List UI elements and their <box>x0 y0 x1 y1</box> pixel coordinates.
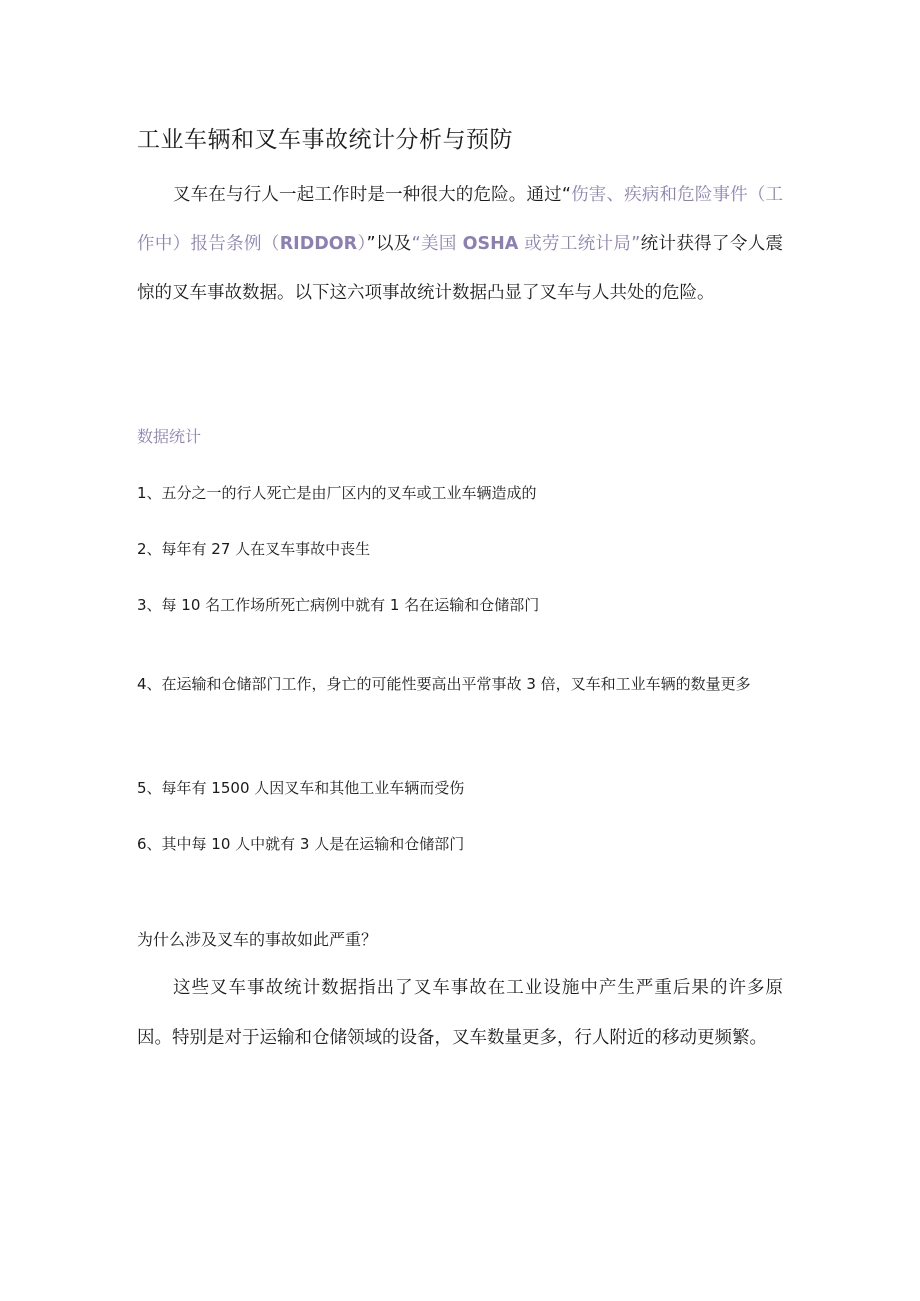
intro-paragraph <box>137 171 783 318</box>
stat-item-2: 2、每年有 27 人在叉车事故中丧生 <box>137 540 371 558</box>
stat-item-1: 1、五分之一的行人死亡是由厂区内的叉车或工业车辆造成的 <box>137 484 537 502</box>
stats-heading: 数据统计 <box>137 427 202 446</box>
closing-paragraph: 这些叉车事故统计数据指出了叉车事故在工业设施中产生严重后果的许多原因。特别是对于运输和仓储领域的设备，叉车数量更多，行人附近的移动更频繁。 <box>137 978 783 1048</box>
intro-text-3: 统计获得了令人震惊的叉车事故数据。以下这六项事故统计数据凸显了叉车与人共处的危险。 <box>137 234 784 303</box>
quote-open-1: “ <box>561 185 571 205</box>
section-question: 为什么涉及叉车的事故如此严重？ <box>137 930 378 949</box>
intro-text-1: 叉车在与行人一起工作时是一种很大的危险。通过 <box>173 185 562 205</box>
osha-link[interactable]: “美国 OSHA 或劳工统计局” <box>411 234 641 254</box>
intro-text-2: 以及 <box>375 234 412 254</box>
stat-item-6: 6、其中每 10 人中就有 3 人是在运输和仓储部门 <box>137 835 465 853</box>
stat-item-3: 3、每 10 名工作场所死亡病例中就有 1 名在运输和仓储部门 <box>137 596 540 614</box>
quote-close-1: ” <box>366 234 376 254</box>
document-title: 工业车辆和叉车事故统计分析与预防 <box>137 127 513 153</box>
stat-item-4: 4、在运输和仓储部门工作，身亡的可能性要高出平常事故 3 倍，叉车和工业车辆的数量更多 <box>137 675 751 693</box>
riddor-link[interactable]: 伤害、疾病和危险事件（工作中）报告条例（RIDDOR） <box>137 185 784 254</box>
stat-item-5: 5、每年有 1500 人因叉车和其他工业车辆而受伤 <box>137 779 465 797</box>
